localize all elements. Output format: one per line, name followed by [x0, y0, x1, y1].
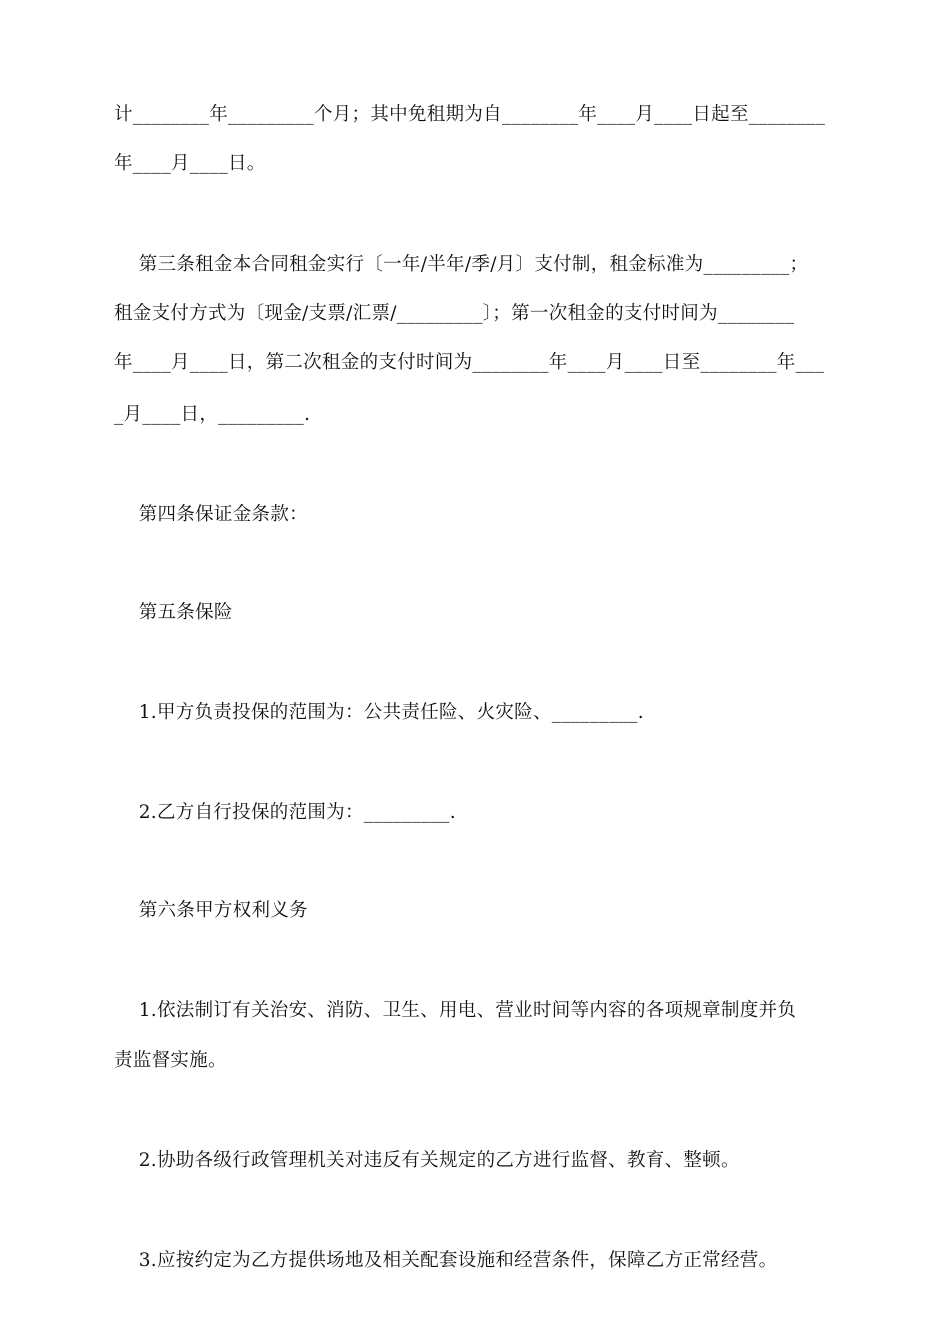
text-line: 1.甲方负责投保的范围为：公共责任险、火灾险、_________. — [114, 702, 644, 723]
text-line: 年____月____日。 — [114, 153, 266, 174]
section-heading: 第四条保证金条款： — [114, 504, 308, 525]
section-heading: 第六条甲方权利义务 — [114, 900, 308, 921]
text-line: 计________年_________个月；其中免租期为自________年____月____日起至________ — [114, 104, 826, 125]
text-line: 第三条租金本合同租金实行〔一年/半年/季/月〕支付制，租金标准为_________； — [114, 254, 809, 275]
text-line: 2.协助各级行政管理机关对违反有关规定的乙方进行监督、教育、整顿。 — [114, 1150, 740, 1171]
section-heading: 第五条保险 — [114, 602, 233, 623]
text-line: 责监督实施。 — [114, 1050, 227, 1071]
text-line: 1.依法制订有关治安、消防、卫生、用电、营业时间等内容的各项规章制度并负 — [114, 1000, 797, 1021]
text-line: 3.应按约定为乙方提供场地及相关配套设施和经营条件，保障乙方正常经营。 — [114, 1250, 778, 1271]
text-line: 年____月____日，第二次租金的支付时间为________年____月____日至________年___ — [114, 352, 825, 373]
text-line: 租金支付方式为〔现金/支票/汇票/_________〕；第一次租金的支付时间为________ — [114, 303, 795, 324]
text-line: 2.乙方自行投保的范围为：_________. — [114, 802, 456, 823]
text-line: _月____日，_________. — [114, 404, 311, 425]
